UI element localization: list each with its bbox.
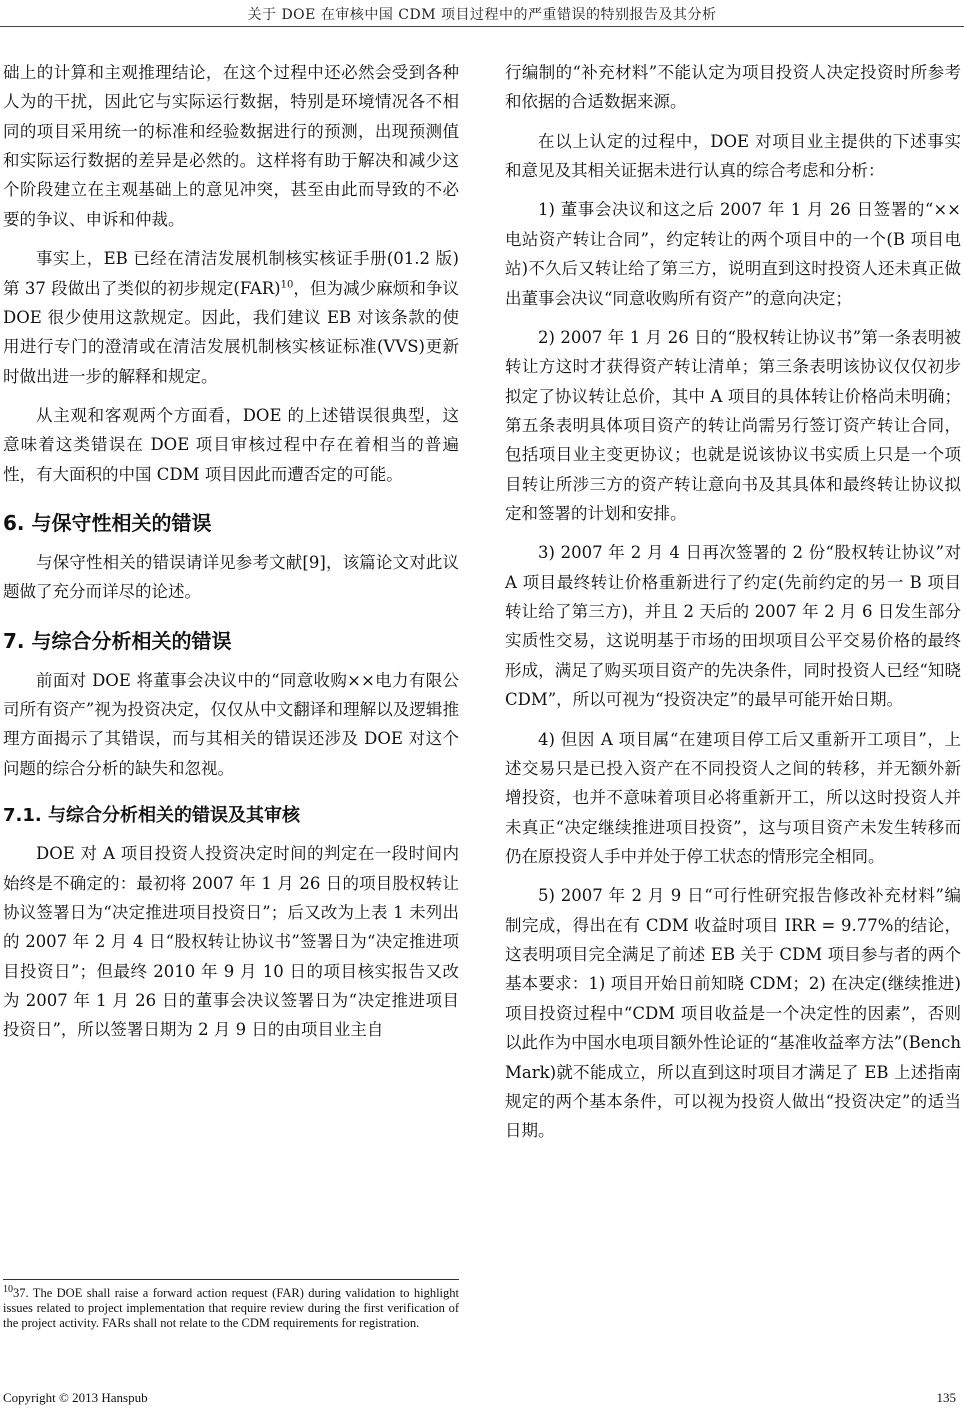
paragraph: 行编制的“补充材料”不能认定为项目投资人决定投资时所参考和依据的合适数据来源。 xyxy=(505,63,961,112)
paragraph: 在以上认定的过程中，DOE 对项目业主提供的下述事实和意见及其相关证据未进行认真的综合考虑和分析： xyxy=(505,131,961,181)
list-item: 5) 2007 年 2 月 9 日“可行性研究报告修改补充材料”编制完成，得出在有 CDM 收益时项目 IRR = 9.77%的结论，这表明项目完全满足了前述 EB 关于 CDM 项目参与者的两个基本要求：1) 项目开始日前知晓 CDM；2) 在决定(继续推进)项目投资过程中“CDM 项目收益是一个决定性的因素”，否则以此作为中国水电项目额外性论证的“基准收益率方法”(Bench Mark)就不能成立，所以直到这时项目才满足了 EB 上述指南规定的两个基本条件，可以视为投资人做出“投资决定”的适当日期。 xyxy=(505,886,961,1141)
running-header: 关于 DOE 在审核中国 CDM 项目过程中的严重错误的特别报告及其分析 xyxy=(247,7,717,23)
footnote-text: 37. The DOE shall raise a forward action request (FAR) during validation to highlight issues related to project implementation that require review during the first verification of the project activity. FARs shall not relate to the CDM requirements for registration. xyxy=(3,1286,459,1331)
subsection-heading-7-1: 7.1. 与综合分析相关的错误及其审核 xyxy=(3,805,300,827)
paragraph-eb-far xyxy=(3,244,459,391)
list-item: 1) 董事会决议和这之后 2007 年 1 月 26 日签署的“××电站资产转让合同”，约定转让的两个项目中的一个(B 项目电站)不久后又转让给了第三方，说明直到这时投资人还未真正做出董事会决议“同意收购所有资产”的意向决定； xyxy=(505,200,961,308)
footnote xyxy=(3,1279,459,1331)
left-column xyxy=(3,58,459,1045)
paragraph-text: ，但为减少麻烦和争议 DOE 很少使用这款规定。因此，我们建议 EB 对该条款的使用进行专门的澄清或在清洁发展机制核实核证标准(VVS)更新时做出进一步的解释和规定。 xyxy=(3,278,460,386)
list-item: 3) 2007 年 2 月 4 日再次签署的 2 份“股权转让协议”对 A 项目最终转让价格重新进行了约定(先前约定的另一 B 项目转让给了第三方)，并且 2 天后的 2007 年 2 月 6 日发生部分实质性交易，这说明基于市场的田坝项目公平交易价格的最终形成，满足了购买项目资产的先决条件，同时投资人已经“知晓 CDM”，所以可视为“投资决定”的最早可能开始日期。 xyxy=(505,543,961,710)
paragraph-text: 事实上，EB 已经在清洁发展机制核实核证手册(01.2 版)第 37 段做出了类似的初步规定(FAR) xyxy=(3,249,459,298)
section-heading-6: 6. 与保守性相关的错误 xyxy=(3,511,212,536)
paragraph: 从主观和客观两个方面看，DOE 的上述错误很典型，这意味着这类错误在 DOE 项目审核过程中存在着相当的普遍性，有大面积的中国 CDM 项目因此而遭否定的可能。 xyxy=(3,405,459,484)
list-item: 4) 但因 A 项目属“在建项目停工后又重新开工项目”，上述交易只是已投入资产在不同投资人之间的转移，并无额外新增投资，也并不意味着项目必将重新开工，所以这时投资人并未真正“决定继续推进项目投资”，这与项目资产未发生转移而仍在原投资人手中并处于停工状态的情形完全相同。 xyxy=(505,729,961,866)
copyright: Copyright © 2013 Hanspub xyxy=(3,1390,148,1405)
right-column xyxy=(505,58,961,1146)
paragraph: 础上的计算和主观推理结论，在这个过程中还必然会受到各种人为的干扰，因此它与实际运行数据，特别是环境情况各不相同的项目采用统一的标准和经验数据进行的预测，出现预测值和实际运行数据的差异是必然的。这样将有助于解决和减少这个阶段建立在主观基础上的意见冲突，甚至由此而导致的不必要的争议、申诉和仲裁。 xyxy=(3,63,459,229)
list-item: 2) 2007 年 1 月 26 日的“股权转让协议书”第一条表明被转让方这时才获得资产转让清单；第三条表明该协议仅仅初步拟定了协议转让总价，其中 A 项目的具体转让价格尚未明确；第五条表明具体项目资产的转让尚需另行签订资产转让合同，包括项目业主变更协议；也就是说该协议书实质上只是一个项目转让所涉三方的资产转让意向书及其具体和最终转让协议拟定和签署的计划和安排。 xyxy=(505,327,961,524)
footnote-ref: 10 xyxy=(280,279,294,291)
paragraph: DOE 对 A 项目投资人投资决定时间的判定在一段时间内始终是不确定的：最初将 2007 年 1 月 26 日的项目股权转让协议签署日为“决定推进项目投资日”；后又改为上表 1 未列出的 2007 年 2 月 4 日“股权转让协议书”签署日为“决定推进项目投资日”；但最终 2010 年 9 月 10 日的项目核实报告又改为 2007 年 1 月 26 日的董事会决议签署日为“决定推进项目投资日”，所以签署日期为 2 月 9 日的由项目业主自 xyxy=(3,844,459,1040)
header-rule xyxy=(0,26,964,27)
section-heading-7: 7. 与综合分析相关的错误 xyxy=(3,628,232,653)
footnote-mark: 10 xyxy=(3,1284,13,1295)
paragraph: 前面对 DOE 将董事会决议中的“同意收购××电力有限公司所有资产”视为投资决定，仅仅从中文翻译和理解以及逻辑推理方面揭示了其错误，而与其相关的错误还涉及 DOE 对这个问题的综合分析的缺失和忽视。 xyxy=(3,670,459,778)
paragraph: 与保守性相关的错误请详见参考文献[9]，该篇论文对此议题做了充分而详尽的论述。 xyxy=(3,553,459,602)
page-number: 135 xyxy=(936,1390,956,1405)
